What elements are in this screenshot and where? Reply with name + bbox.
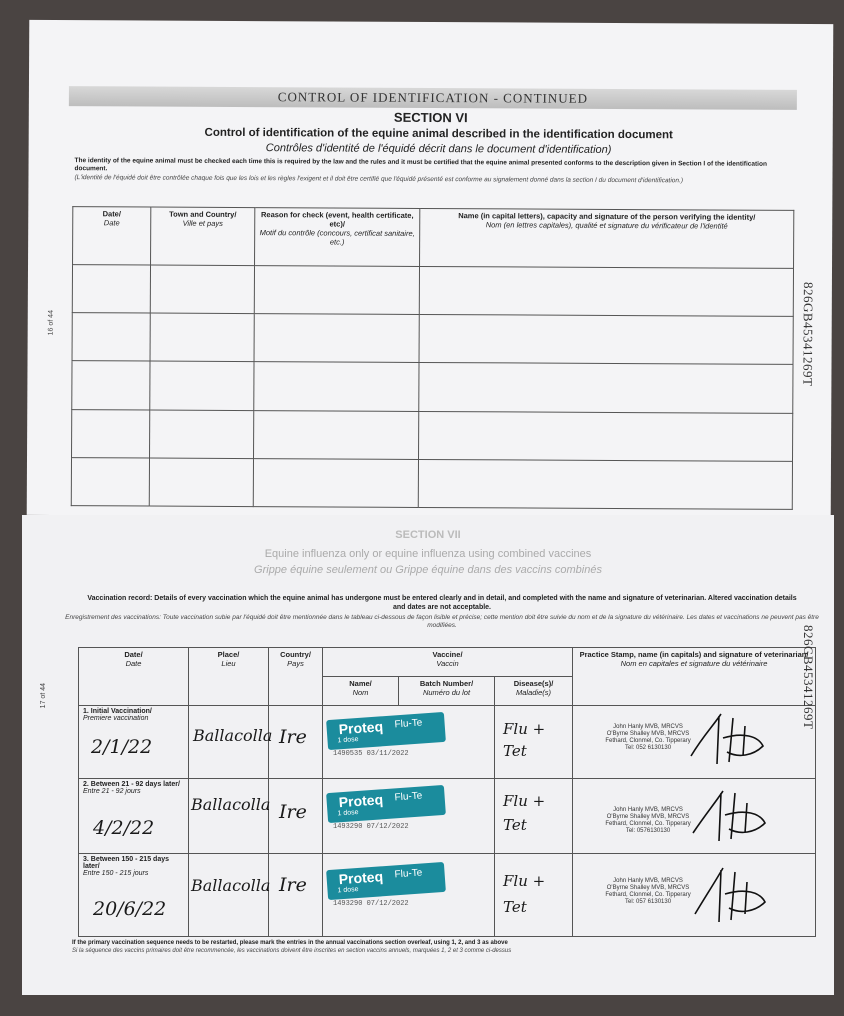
section-heading-fr: Contrôles d'identité de l'équidé décrit dans le document d'identification) xyxy=(265,142,612,156)
practice-stamp: John Hanly MVB, MRCVS O'Byrne Shalley MVB, MRCVS Fethard, Clonmel, Co. Tipperary Tel: 057 6130130 xyxy=(605,877,691,905)
col-batch: Batch Number/ Numéro du lot xyxy=(399,677,495,706)
row-label: 2. Between 21 - 92 days later/ xyxy=(83,780,180,788)
town-cell[interactable] xyxy=(150,313,254,362)
handwritten-date: 4/2/22 xyxy=(93,816,155,839)
handwritten-place: Ballacolla xyxy=(193,726,273,746)
intro-text: The identity of the equine animal must be checked each time this is required by the law and the rules and it must be certified that the equine animal presented conforms to the description given in Section I of the identification document. xyxy=(74,157,767,173)
col-disease: Disease(s)/ Maladie(s) xyxy=(495,677,573,706)
identification-table xyxy=(71,206,795,510)
table-row xyxy=(72,409,793,461)
table-row xyxy=(71,457,792,509)
date-cell[interactable] xyxy=(72,265,150,314)
section-subtitle-fr: Grippe équine seulement ou Grippe équine dans des vaccins combinés xyxy=(254,564,602,576)
row-label-fr: Entre 150 - 215 jours xyxy=(83,869,149,877)
place-cell[interactable] xyxy=(189,706,273,779)
footnote-fr: Si la séquence des vaccins primaires doit être recommencée, les vaccinations doivent être inscrites en section vaccins annuels, marquées 1, 2 et 3 comme ci-dessus xyxy=(72,948,512,954)
practice-stamp: John Hanly MVB, MRCVS O'Byrne Shalley MVB, MRCVS Fethard, Clonmel, Co. Tipperary Tel: 0576130130 xyxy=(605,806,691,834)
date-cell[interactable] xyxy=(79,778,189,853)
verifier-cell[interactable] xyxy=(419,363,793,413)
reason-cell[interactable] xyxy=(254,362,419,411)
page-section-vii xyxy=(22,515,834,995)
practice-stamp: John Hanly MVB, MRCVS O'Byrne Shalley MVB, MRCVS Fethard, Clonmel, Co. Tipperary Tel: 052 6130130 xyxy=(605,724,691,752)
town-cell[interactable] xyxy=(150,361,254,410)
place-cell[interactable] xyxy=(189,778,269,853)
col-verifier: Name (in capital letters), capacity and signature of the person verifying the identity/ Nom (en lettres capitales), qualité et signature du vérificateur de l'identité xyxy=(420,208,794,268)
handwritten-disease: Flu + Tet xyxy=(503,720,546,761)
stamp-cell[interactable] xyxy=(573,778,816,853)
handwritten-place: Ballacolla xyxy=(191,875,271,895)
section-heading: Control of identification of the equine animal described in the identification document xyxy=(204,126,673,142)
verifier-cell[interactable] xyxy=(419,266,793,316)
record-intro: Vaccination record: Details of every vaccination which the equine animal has undergone must be entered clearly and in detail, and completed with the name and signature of veterinarian. Altered vaccination details and dates are not acceptable. xyxy=(87,595,797,611)
page-number: 16 of 44 xyxy=(47,309,55,336)
row-label-fr: Premiere vaccination xyxy=(83,715,149,723)
verifier-cell[interactable] xyxy=(418,459,792,509)
vaccine-sticker-cell xyxy=(323,853,495,936)
row-label-fr: Entre 21 - 92 jours xyxy=(83,787,141,795)
row-label: 1. Initial Vaccination/ xyxy=(83,708,152,716)
col-date: Date/ Date xyxy=(79,648,189,706)
vaccine-sticker: Proteq Flu-Te 1 dose 1493290 07/12/2022 xyxy=(327,866,445,918)
disease-cell[interactable] xyxy=(495,853,573,936)
disease-cell[interactable] xyxy=(495,706,573,779)
col-vaccine: Vaccine/ Vaccin xyxy=(323,648,573,677)
stamp-cell[interactable] xyxy=(573,853,816,936)
lot-number: 1490535 03/11/2022 xyxy=(333,750,409,759)
handwritten-disease: Flu + Tet xyxy=(503,791,546,834)
table-row xyxy=(72,361,793,413)
passport-id: 826GB45341269T xyxy=(801,625,816,730)
verifier-cell[interactable] xyxy=(419,411,793,461)
intro-text-fr: (L'identité de l'équidé doit être contrôlée chaque fois que les lois et les règles l'exigent et il doit être certifié que l'équidé présenté est conforme au signalement donné dans la section I du document d'identification.) xyxy=(74,174,684,185)
town-cell[interactable] xyxy=(149,458,253,507)
place-cell[interactable] xyxy=(189,853,269,936)
section-subtitle: Equine influenza only or equine influenza using combined vaccines xyxy=(264,548,592,560)
col-date: Date/ Date xyxy=(73,207,151,265)
country-cell[interactable] xyxy=(269,706,323,779)
handwritten-disease: Flu + Tet xyxy=(503,871,546,916)
handwritten-date: 2/1/22 xyxy=(91,736,153,759)
handwritten-place: Ballacolla xyxy=(191,794,271,814)
table-row xyxy=(72,265,793,317)
table-row xyxy=(72,313,793,365)
date-cell[interactable] xyxy=(79,706,189,779)
date-cell[interactable] xyxy=(79,853,189,936)
stamp-cell[interactable] xyxy=(573,706,816,779)
col-place: Place/ Lieu xyxy=(189,648,269,706)
reason-cell[interactable] xyxy=(253,458,418,507)
col-vaccine-name: Name/ Nom xyxy=(323,677,399,706)
town-cell[interactable] xyxy=(150,265,254,314)
col-stamp: Practice Stamp, name (in capitals) and signature of veterinarian/ Nom en capitales et signature du vétérinaire xyxy=(573,648,816,706)
col-country: Country/ Pays xyxy=(269,648,323,706)
lot-number: 1493290 07/12/2022 xyxy=(333,822,409,831)
signature-icon xyxy=(685,781,775,846)
col-town-country: Town and Country/ Ville et pays xyxy=(151,207,255,266)
table-row xyxy=(79,778,816,853)
table-row xyxy=(79,706,816,779)
section-title: SECTION VI xyxy=(393,109,468,126)
vaccine-sticker: Proteq Flu-Te 1 dose 1493290 07/12/2022 xyxy=(327,789,445,841)
date-cell[interactable] xyxy=(72,409,150,458)
table-row xyxy=(79,853,816,936)
row-label: 3. Between 150 - 215 days later/ xyxy=(83,855,169,870)
signature-icon xyxy=(683,706,773,771)
col-reason: Reason for check (event, health certificate, etc)/ Motif du contrôle (concours, certificat sanitaire, etc.) xyxy=(255,208,420,267)
signature-icon xyxy=(685,858,775,928)
reason-cell[interactable] xyxy=(254,266,419,315)
country-cell[interactable] xyxy=(269,778,323,853)
vaccine-sticker-cell xyxy=(323,706,495,779)
passport-id: 826GB45341269T xyxy=(800,281,816,387)
page-section-vi xyxy=(27,20,834,519)
lot-number: 1493290 07/12/2022 xyxy=(333,899,409,908)
handwritten-country: Ire xyxy=(279,726,307,749)
verifier-cell[interactable] xyxy=(419,315,793,365)
section-title: SECTION VII xyxy=(395,529,461,541)
record-intro-fr: Enregistrement des vaccinations: Toute vaccination subie par l'équidé doit être mentionnée dans le tableau ci-dessous de façon lisible et précise; cette mention doit être suivie du nom et de la signature du vétérinaire. Les dates et vaccinations ne peuvent pas être modifiées. xyxy=(65,614,819,629)
handwritten-country: Ire xyxy=(279,873,307,896)
town-cell[interactable] xyxy=(150,410,254,459)
footnote: If the primary vaccination sequence needs to be restarted, please mark the entries in the annual vaccinations section overleaf, using 1, 2, and 3 as above xyxy=(72,940,508,946)
handwritten-country: Ire xyxy=(279,800,307,823)
date-cell[interactable] xyxy=(72,313,150,362)
reason-cell[interactable] xyxy=(254,314,419,363)
vaccine-sticker-cell xyxy=(323,778,495,853)
reason-cell[interactable] xyxy=(254,410,419,459)
vaccination-table xyxy=(78,647,816,937)
handwritten-date: 20/6/22 xyxy=(93,897,167,920)
date-cell[interactable] xyxy=(72,361,150,410)
vaccine-sticker: Proteq Flu-Te 1 dose 1490535 03/11/2022 xyxy=(327,716,445,768)
date-cell[interactable] xyxy=(71,457,149,506)
country-cell[interactable] xyxy=(269,853,323,936)
section-banner: CONTROL OF IDENTIFICATION - CONTINUED xyxy=(69,86,797,110)
page-number: 17 of 44 xyxy=(40,683,47,709)
disease-cell[interactable] xyxy=(495,778,573,853)
